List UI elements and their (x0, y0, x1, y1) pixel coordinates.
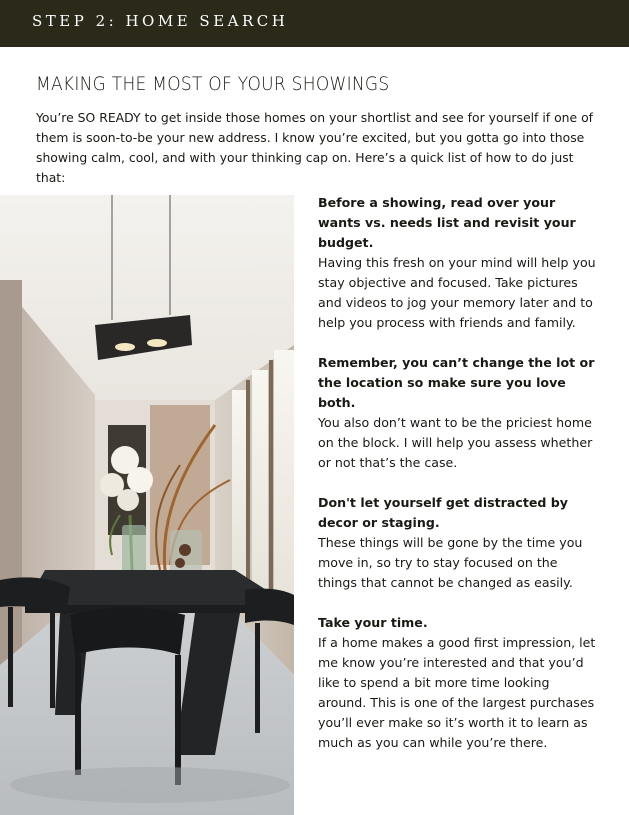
tips-list (318, 193, 600, 773)
tip-heading: Don't let yourself get distracted by decor or staging. (318, 495, 569, 530)
intro-paragraph: You’re SO READY to get inside those homes on your shortlist and see for yourself if one of them is soon-to-be your new address. I know you’re excited, but you gotta go into those showing calm, cool, and with your thinking cap on. Here’s a quick list of how to do just that: (36, 110, 594, 185)
tip-item (318, 613, 600, 753)
tip-body: If a home makes a good first impression, let me know you’re interested and that you’d like to spend a bit more time looking around. This is one of the largest purchases you’ll ever make so it’s worth it to learn as much as you can while you’re there. (318, 635, 596, 750)
tip-body: These things will be gone by the time you move in, so try to stay focused on the things that cannot be changed as easily. (318, 535, 583, 590)
tip-item (318, 353, 600, 473)
step-label: STEP 2: HOME SEARCH (32, 12, 289, 30)
tip-body: You also don’t want to be the priciest home on the block. I will help you assess whether or not that’s the case. (318, 415, 593, 470)
tip-item (318, 193, 600, 333)
page-title: MAKING THE MOST OF YOUR SHOWINGS (36, 74, 390, 95)
tip-item (318, 493, 600, 593)
tip-heading: Remember, you can’t change the lot or the location so make sure you love both. (318, 355, 595, 410)
header-bar (0, 0, 629, 47)
tip-heading: Before a showing, read over your wants vs. needs list and revisit your budget. (318, 195, 576, 250)
tip-body: Having this fresh on your mind will help you stay objective and focused. Take pictures and videos to jog your memory later and to help you process with friends and family. (318, 255, 596, 330)
tip-heading: Take your time. (318, 615, 428, 630)
dining-room-photo (0, 195, 294, 815)
